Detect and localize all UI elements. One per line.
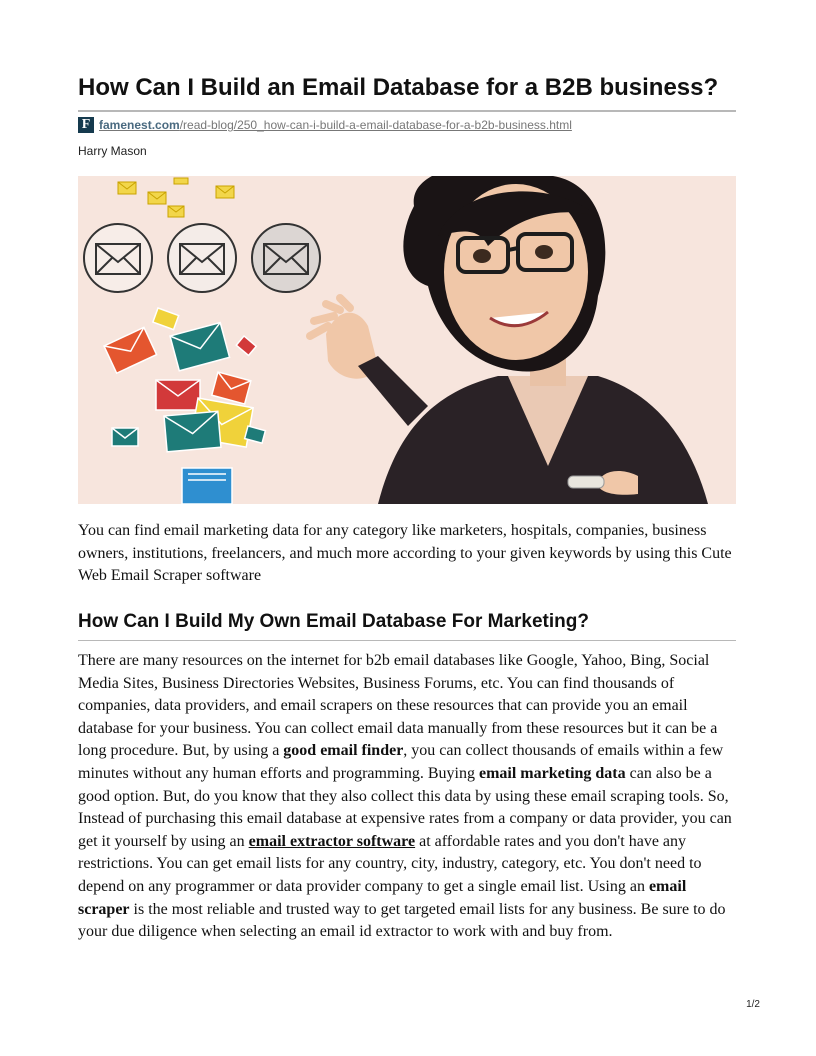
body-text-2: , you can collect thousands of emails within a few minutes without any human efforts and programming. Buying <box>78 742 724 782</box>
good-email-finder-text: good email finder <box>283 742 404 760</box>
email-marketing-data-text: email marketing data <box>478 764 626 782</box>
famenest-favicon-icon: F <box>78 117 94 133</box>
body-text-4: at affordable rates and you don't have any restrictions. You can get email lists for any country, city, industry, category, etc. You don't need to depend on any programmer or data provider company to get a single email list. Using an <box>78 832 702 895</box>
email-extractor-software-link[interactable]: email extractor software <box>248 832 416 850</box>
source-path: /read-blog/250_how-can-i-build-a-email-database-for-a-b2b-business.html <box>179 118 572 132</box>
hero-illustration <box>78 176 736 504</box>
source-url-link[interactable] <box>99 118 572 132</box>
section-divider <box>78 640 736 641</box>
article-title: How Can I Build an Email Database for a B2B business? <box>78 74 719 101</box>
hero-illustration-graphic <box>78 176 736 504</box>
body-paragraph <box>78 650 738 944</box>
source-line <box>78 116 572 134</box>
title-divider <box>78 110 736 112</box>
email-scraper-text: email scraper <box>78 877 687 918</box>
circled-envelope-icons <box>84 224 320 292</box>
page-number: 1/2 <box>746 999 760 1010</box>
body-text-5: is the most reliable and trusted way to get targeted email lists for any business. Be sure to do your due diligence when selecting an email id extractor to work with and buy from. <box>78 900 726 941</box>
body-text-1: There are many resources on the internet for b2b email databases like Google, Yahoo, Bing, Social Media Sites, Business Directories Websites, Business Forums, etc. You can find thousands of companies, data providers, and email scrapers on these resources that can provide you an email database for your business. You can collect email data manually from these resources but it can be a long procedure. But, by using a <box>78 652 718 760</box>
intro-paragraph: You can find email marketing data for any category like marketers, hospitals, companies, business owners, institutions, freelancers, and much more according to your given keywords by using this Cute Web Email Scraper software <box>78 522 732 584</box>
source-domain: famenest.com <box>99 118 180 132</box>
body-text-3: can also be a good option. But, do you know that they also collect this data by using these email scraping tools. So, Instead of purchasing this email database at expensive rates from a company or data provider, you can get it yourself by using an <box>78 764 732 850</box>
author-name: Harry Mason <box>78 144 147 158</box>
section-heading: How Can I Build My Own Email Database For Marketing? <box>78 611 589 632</box>
